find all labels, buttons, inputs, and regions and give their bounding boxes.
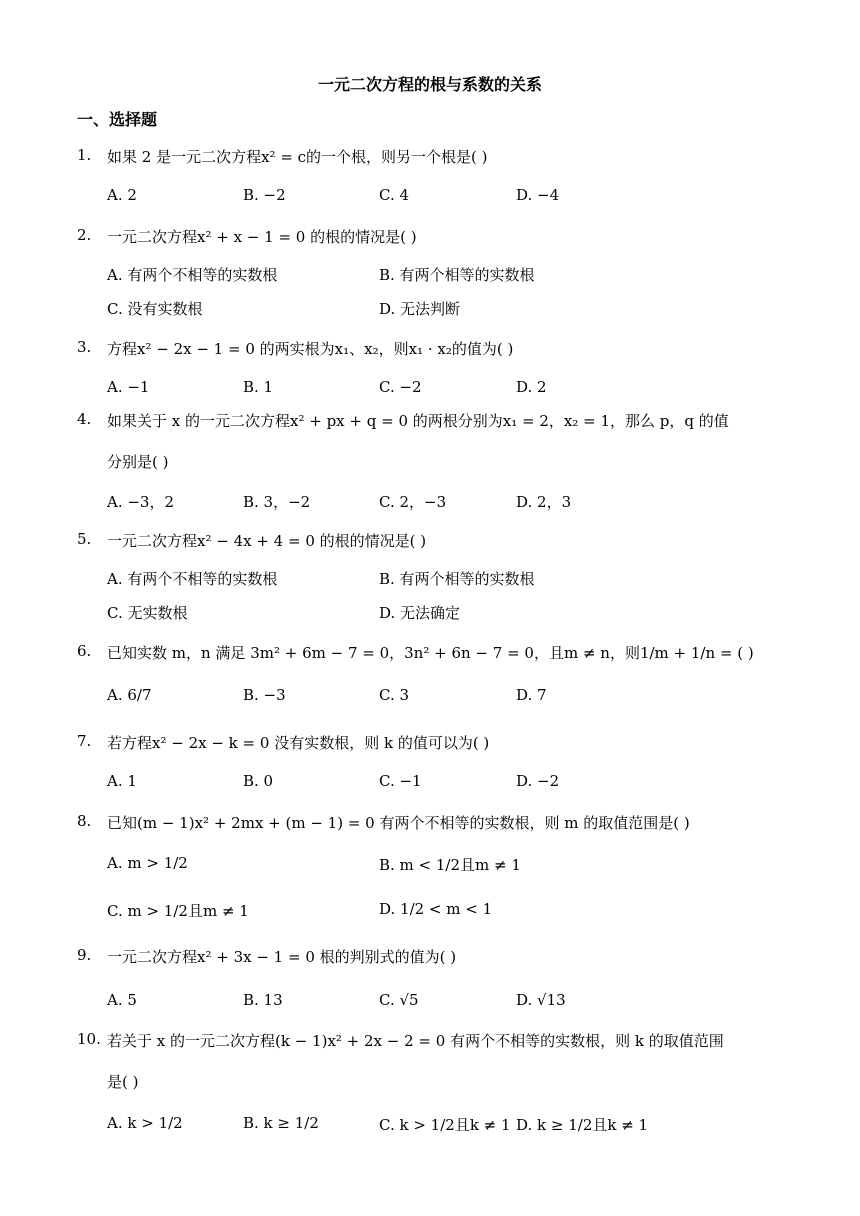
answer-option-a[interactable]: A. 1 [107, 772, 137, 790]
question-number: 3. [77, 338, 92, 356]
answer-option-a[interactable]: A. −3，2 [107, 493, 175, 511]
question-stem: 若关于 x 的一元二次方程(k − 1)x² + 2x − 2 = 0 有两个不相等的实数根，则 k 的取值范围 [107, 1032, 724, 1050]
question-number: 5. [77, 530, 92, 548]
answer-option-c[interactable]: C. 没有实数根 [107, 300, 203, 318]
answer-option-b[interactable]: B. 有两个相等的实数根 [379, 266, 535, 284]
question-stem: 若方程x² − 2x − k = 0 没有实数根，则 k 的值可以为( ) [107, 734, 490, 752]
answer-option-d[interactable]: D. −2 [516, 772, 560, 790]
question-stem: 一元二次方程x² − 4x + 4 = 0 的根的情况是( ) [107, 532, 427, 550]
answer-option-a[interactable]: A. 5 [107, 991, 137, 1009]
answer-option-d[interactable]: D. 2，3 [516, 493, 572, 511]
answer-option-b[interactable]: B. 0 [243, 772, 274, 790]
answer-option-c[interactable]: C. −1 [379, 772, 422, 790]
answer-option-c[interactable]: C. 无实数根 [107, 604, 188, 622]
answer-option-a[interactable]: A. 6/7 [107, 686, 152, 704]
answer-option-b[interactable]: B. 1 [243, 378, 274, 396]
question-number: 2. [77, 226, 92, 244]
answer-option-d[interactable]: D. 无法确定 [379, 604, 461, 622]
question-number: 7. [77, 732, 92, 750]
answer-option-d[interactable]: D. 7 [516, 686, 547, 704]
question-number: 10. [77, 1030, 101, 1048]
question-stem: 如果 2 是一元二次方程x² = c的一个根，则另一个根是( ) [107, 148, 488, 166]
answer-option-a[interactable]: A. m > 1/2 [107, 854, 188, 872]
question-number: 4. [77, 410, 92, 428]
doc-title: 一元二次方程的根与系数的关系 [317, 75, 542, 94]
question-stem: 已知(m − 1)x² + 2mx + (m − 1) = 0 有两个不相等的实数根，则 m 的取值范围是( ) [107, 814, 690, 832]
answer-option-c[interactable]: C. m > 1/2且m ≠ 1 [107, 902, 249, 920]
answer-option-d[interactable]: D. k ≥ 1/2且k ≠ 1 [516, 1116, 649, 1134]
question-stem: 方程x² − 2x − 1 = 0 的两实根为x₁、x₂，则x₁ · x₂的值为( ) [107, 340, 514, 358]
question-number: 6. [77, 642, 92, 660]
answer-option-b[interactable]: B. k ≥ 1/2 [243, 1114, 319, 1132]
answer-option-c[interactable]: C. 3 [379, 686, 410, 704]
answer-option-c[interactable]: C. 4 [379, 186, 410, 204]
answer-option-d[interactable]: D. 1/2 < m < 1 [379, 900, 493, 918]
question-stem: 如果关于 x 的一元二次方程x² + px + q = 0 的两根分别为x₁ = 2，x₂ = 1，那么 p，q 的值 [107, 412, 729, 430]
answer-option-c[interactable]: C. k > 1/2且k ≠ 1 [379, 1116, 511, 1134]
answer-option-a[interactable]: A. 有两个不相等的实数根 [107, 570, 278, 588]
answer-option-c[interactable]: C. 2，−3 [379, 493, 447, 511]
answer-option-b[interactable]: B. 13 [243, 991, 283, 1009]
answer-option-c[interactable]: C. −2 [379, 378, 422, 396]
question-stem: 一元二次方程x² + 3x − 1 = 0 根的判别式的值为( ) [107, 948, 457, 966]
answer-option-d[interactable]: D. √13 [516, 991, 566, 1009]
question-stem: 一元二次方程x² + x − 1 = 0 的根的情况是( ) [107, 228, 417, 246]
answer-option-d[interactable]: D. 无法判断 [379, 300, 461, 318]
question-stem: 已知实数 m，n 满足 3m² + 6m − 7 = 0，3n² + 6n − 7 = 0，且m ≠ n，则1/m + 1/n = ( ) [107, 644, 754, 662]
question-number: 9. [77, 946, 92, 964]
answer-option-b[interactable]: B. m < 1/2且m ≠ 1 [379, 856, 521, 874]
answer-option-b[interactable]: B. −2 [243, 186, 286, 204]
answer-option-a[interactable]: A. 2 [107, 186, 137, 204]
answer-option-a[interactable]: A. −1 [107, 378, 150, 396]
section-heading: 一、选择题 [77, 110, 158, 129]
question-number: 1. [77, 146, 92, 164]
question-stem: 是( ) [107, 1073, 139, 1091]
answer-option-b[interactable]: B. 有两个相等的实数根 [379, 570, 535, 588]
answer-option-a[interactable]: A. 有两个不相等的实数根 [107, 266, 278, 284]
answer-option-d[interactable]: D. −4 [516, 186, 560, 204]
question-number: 8. [77, 812, 92, 830]
question-stem: 分别是( ) [107, 453, 169, 471]
answer-option-c[interactable]: C. √5 [379, 991, 419, 1009]
answer-option-d[interactable]: D. 2 [516, 378, 547, 396]
answer-option-b[interactable]: B. −3 [243, 686, 286, 704]
answer-option-b[interactable]: B. 3，−2 [243, 493, 311, 511]
answer-option-a[interactable]: A. k > 1/2 [107, 1114, 183, 1132]
